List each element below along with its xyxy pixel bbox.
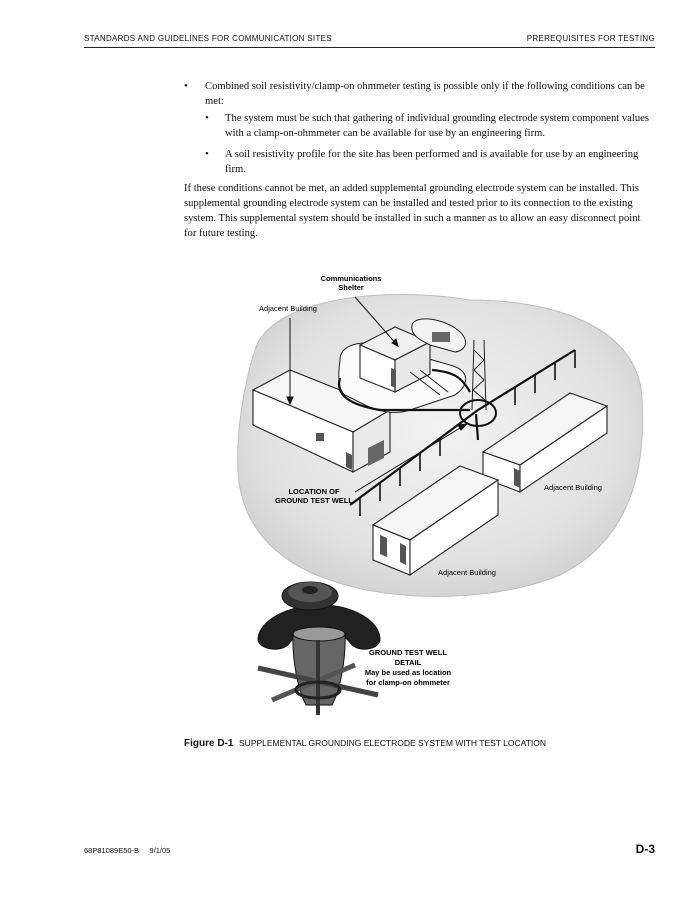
bullet-text-1: Combined soil resistivity/clamp-on ohmmeter testing is possible only if the following conditions can be met:	[205, 81, 645, 107]
sub-bullet-marker: •	[205, 148, 209, 160]
sub-bullet-text-2: A soil resistivity profile for the site has been performed and is available for use by an engineering firm.	[225, 149, 639, 175]
detail-label-line1: GROUND TEST WELL	[369, 648, 447, 657]
footer-page-number: D-3	[635, 842, 655, 856]
ground-test-well-detail-drawing	[258, 582, 380, 715]
footer-doc-id: 68P81089E50-B 9/1/05	[84, 846, 171, 855]
detail-label-line2: DETAIL	[394, 658, 422, 667]
sub-bullet-marker: •	[205, 112, 209, 124]
running-header-right: PREREQUISITES FOR TESTING	[526, 34, 655, 43]
label-shelter-line1: Communications	[320, 274, 382, 283]
label-location-line1: LOCATION OF	[288, 487, 340, 496]
sub-bullet-text-1: The system must be such that gathering of individual grounding electrode system component values with a clamp-on-ohmmeter can be available for use by an engineering firm.	[225, 113, 649, 139]
figure-title: SUPPLEMENTAL GROUNDING ELECTRODE SYSTEM WITH TEST LOCATION	[239, 738, 547, 748]
detail-label-line4: for clamp-on ohmmeter	[366, 678, 450, 687]
label-adjacent-building-right: Adjacent Building	[544, 483, 602, 492]
label-shelter-line2: Shelter	[338, 283, 364, 292]
body-paragraph: If these conditions cannot be met, an added supplemental grounding electrode system can be installed. This supplemental grounding electrode system can be installed and tested prior to its connection to the existing system. This supplemental system should be installed in such a manner as to allow an easy disconnect point for future testing.	[184, 183, 641, 239]
label-location-line2: GROUND TEST WELL	[275, 496, 353, 505]
figure-caption	[184, 738, 546, 749]
bullet-marker: •	[184, 80, 188, 92]
detail-label-line3: May be used as location	[364, 668, 452, 677]
running-header-left: STANDARDS AND GUIDELINES FOR COMMUNICATION SITES	[84, 34, 332, 43]
label-adjacent-building-bottom: Adjacent Building	[438, 568, 496, 577]
label-adjacent-building-top: Adjacent Building	[259, 304, 317, 313]
figure-number: Figure D-1	[184, 738, 234, 749]
